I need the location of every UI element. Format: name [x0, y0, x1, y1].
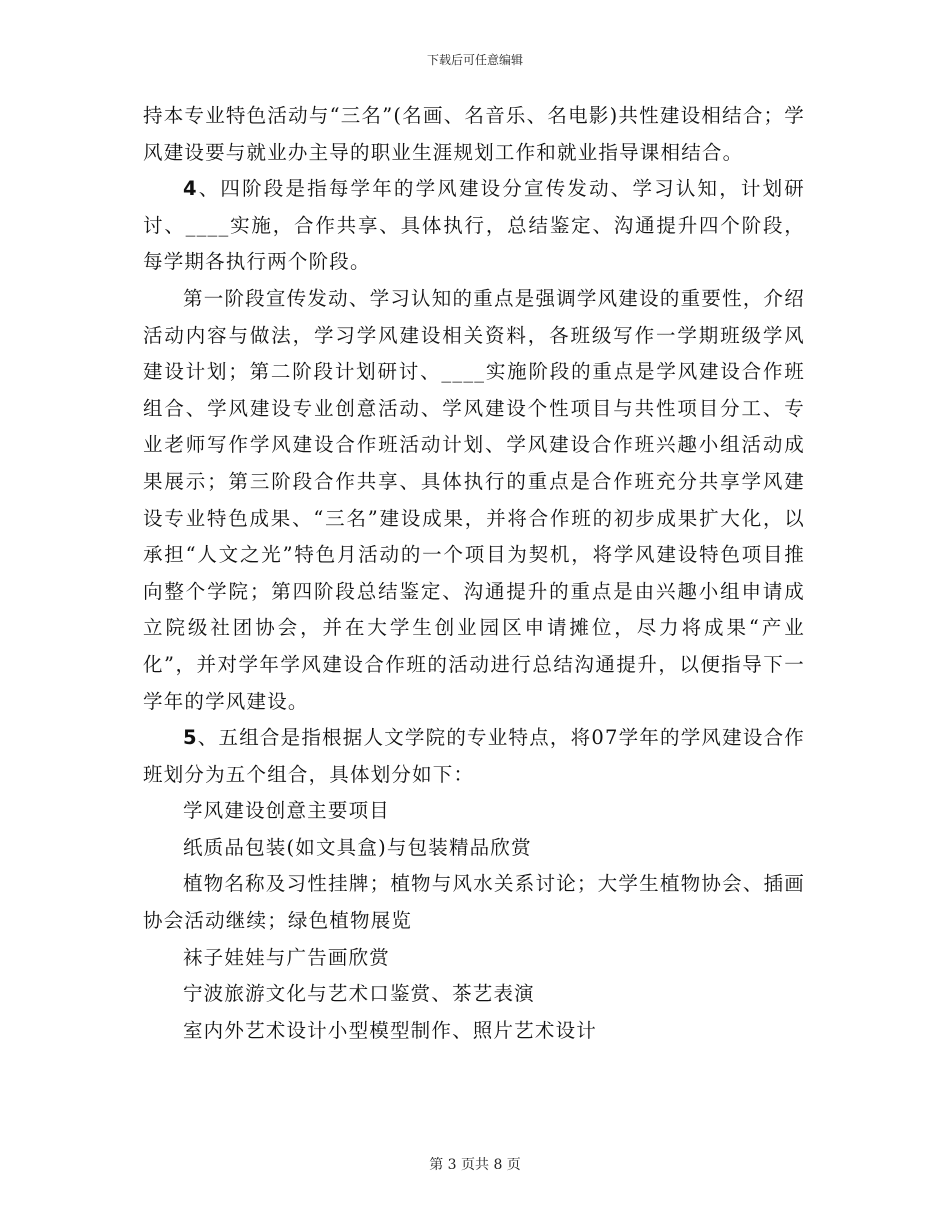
list-item: 学风建设创意主要项目: [182, 799, 390, 823]
fill-blank: ____: [185, 213, 230, 237]
paragraph-item-4: [143, 171, 805, 281]
item-number: 5: [182, 726, 198, 750]
paragraph-continuation: 持本专业特色活动与“三名”(名画、名音乐、名电影)共性建设相结合；学风建设要与就业办主导的职业生涯规划工作和就业指导课相结合。: [143, 104, 805, 164]
page-header: 下载后可任意编辑: [426, 53, 523, 67]
paragraph-text: 、四阶段是指每学年的学风建设分宣传发动、学习认知，计划研讨、: [143, 177, 805, 237]
list-item: 纸质品包装(如文具盒)与包装精品欣赏: [182, 835, 532, 859]
list-item: 室内外艺术设计小型模型制作、照片艺术设计: [182, 1018, 597, 1042]
item-number: 4: [182, 177, 198, 201]
list-item: 宁波旅游文化与艺术口鉴赏、茶艺表演: [182, 982, 535, 1006]
list-item: 植物名称及习性挂牌；植物与风水关系讨论；大学生植物协会、插画协会活动继续；绿色植物展览: [143, 872, 805, 933]
page-footer: 第 3 页共 8 页: [429, 1157, 521, 1173]
paragraph-text: 、五组合是指根据人文学院的专业特点，将07学年的学风建设合作班划分为五个组合，具体划分如下：: [143, 726, 805, 786]
document-body: [143, 98, 805, 1049]
paragraph-item-5: [143, 720, 805, 793]
paragraph-text: 实施阶段的重点是学风建设合作班组合、学风建设专业创意活动、学风建设个性项目与共性项目分工、专业老师写作学风建设合作班活动计划、学风建设合作班兴趣小组活动成果展示；第三阶段合作共享、具体执行的重点是合作班充分共享学风建设专业特色成果、“三名”建设成果，并将合作班的初步成果扩大化，以承担“人文之光”特色月活动的一个项目为契机，将学风建设特色项目推向整个学院；第四阶段总结鉴定、沟通提升的重点是由兴趣小组申请成立院级社团协会，并在大学生创业园区申请摊位，尽力将成果“产业化”，并对学年学风建设合作班的活动进行总结沟通提升，以便指导下一学年的学风建设。: [143, 360, 805, 713]
paragraph-stages: [143, 281, 805, 720]
list-item: 袜子娃娃与广告画欣赏: [182, 945, 390, 969]
paragraph-text: 第一阶段宣传发动、学习认知的重点是强调学风建设的重要性，介绍活动内容与做法，学习学风建设相关资料，各班级写作一学期班级学风建设计划；第二阶段计划研讨、: [143, 286, 805, 384]
fill-blank: ____: [441, 360, 486, 384]
paragraph-text: 实施，合作共享、具体执行，总结鉴定、沟通提升四个阶段，每学期各执行两个阶段。: [143, 213, 805, 274]
